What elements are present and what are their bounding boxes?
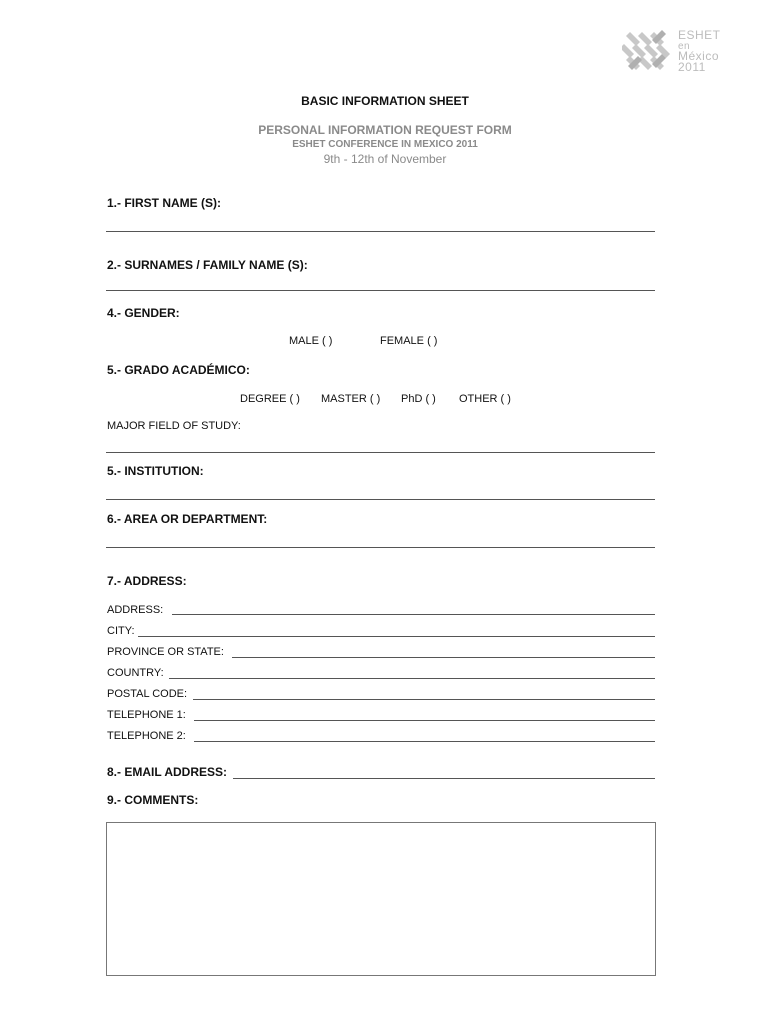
major-field-label: MAJOR FIELD OF STUDY:: [107, 420, 241, 432]
eshet-logo-mark: [622, 30, 672, 74]
form-subtitle: PERSONAL INFORMATION REQUEST FORM: [258, 123, 512, 137]
institution-label: 5.- INSTITUTION:: [107, 464, 204, 478]
gender-male-option[interactable]: MALE ( ): [289, 335, 333, 347]
postal-code-field[interactable]: [193, 699, 655, 700]
comments-textarea[interactable]: [106, 822, 656, 976]
comments-label: 9.- COMMENTS:: [107, 793, 199, 807]
first-name-field[interactable]: [106, 231, 655, 232]
gender-label: 4.- GENDER:: [107, 306, 180, 320]
area-department-field[interactable]: [106, 547, 655, 548]
telephone-2-label: TELEPHONE 2:: [107, 730, 186, 742]
city-field[interactable]: [138, 636, 655, 637]
first-name-label: 1.- FIRST NAME (S):: [107, 196, 221, 210]
surnames-label: 2.- SURNAMES / FAMILY NAME (S):: [107, 258, 308, 272]
email-label: 8.- EMAIL ADDRESS:: [107, 765, 228, 779]
grado-degree-option[interactable]: DEGREE ( ): [240, 393, 300, 405]
grado-master-option[interactable]: MASTER ( ): [321, 393, 381, 405]
address-label: ADDRESS:: [107, 604, 164, 616]
city-label: CITY:: [107, 625, 135, 637]
province-field[interactable]: [232, 657, 655, 658]
logo-text-eshet: ESHET: [678, 28, 721, 42]
conference-name: ESHET CONFERENCE IN MEXICO 2011: [292, 139, 478, 150]
telephone-1-label: TELEPHONE 1:: [107, 709, 186, 721]
province-label: PROVINCE OR STATE:: [107, 646, 224, 658]
logo-text-mexico: México: [678, 49, 720, 63]
postal-code-label: POSTAL CODE:: [107, 688, 188, 700]
area-department-label: 6.- AREA OR DEPARTMENT:: [107, 512, 268, 526]
address-section-label: 7.- ADDRESS:: [107, 574, 187, 588]
email-field[interactable]: [233, 778, 655, 779]
surnames-field[interactable]: [106, 290, 655, 291]
address-field[interactable]: [172, 614, 655, 615]
country-field[interactable]: [169, 678, 655, 679]
grado-phd-option[interactable]: PhD ( ): [401, 393, 436, 405]
telephone-2-field[interactable]: [194, 741, 655, 742]
grado-academico-label: 5.- GRADO ACADÉMICO:: [107, 363, 250, 377]
gender-female-option[interactable]: FEMALE ( ): [380, 335, 438, 347]
logo-text-en: en: [678, 41, 691, 52]
institution-field[interactable]: [106, 499, 655, 500]
grado-other-option[interactable]: OTHER ( ): [459, 393, 511, 405]
country-label: COUNTRY:: [107, 667, 164, 679]
major-field-field[interactable]: [106, 452, 655, 453]
telephone-1-field[interactable]: [194, 720, 655, 721]
conference-dates: 9th - 12th of November: [323, 152, 447, 166]
logo-text-year: 2011: [678, 60, 706, 74]
page-title: BASIC INFORMATION SHEET: [301, 94, 469, 108]
